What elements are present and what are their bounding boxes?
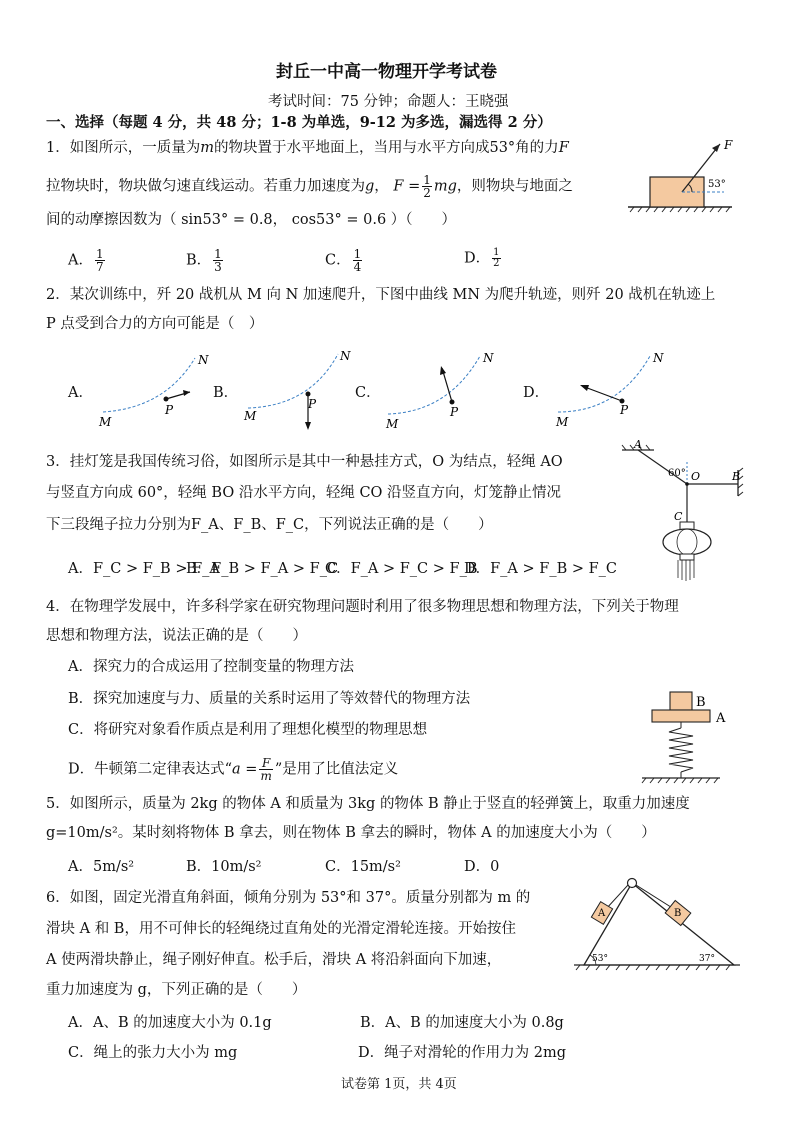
q2-figure-b (240, 348, 360, 434)
q2-figure-c (382, 350, 502, 430)
svg-text:N: N (340, 349, 351, 363)
q1-line2: 拉物块时，物块做匀速直线运动。若重力加速度为g， F = $\frac{1}{2}$ mg，则物块与地面之 (46, 173, 573, 200)
q3-option-d[interactable]: D．F_A > F_B > F_C (464, 561, 618, 577)
q2-option-d[interactable]: D． (523, 385, 550, 401)
svg-text:N: N (653, 351, 664, 365)
q3-lantern (663, 529, 711, 555)
q5-option-c[interactable]: C．15m/s² (325, 859, 401, 875)
q6-line4: 重力加速度为 g，下列正确的是（ ） (46, 982, 307, 998)
q2-figure-a (95, 350, 215, 430)
exam-info: 考试时间：75 分钟；命题人：王晓强 (268, 94, 509, 110)
q3-option-c[interactable]: C．F_A > F_C > F_B (325, 561, 478, 577)
q1-option-c[interactable]: C． $\frac{1}{4}$ (325, 247, 362, 274)
q3-line2: 与竖直方向成 60°，轻绳 BO 沿水平方向，轻绳 CO 沿竖直方向，灯笼静止情况 (46, 485, 562, 501)
svg-text:N: N (483, 351, 494, 365)
q1-line3: 间的动摩擦因数为（ sin53° = 0.8， cos53° = 0.6 ）（ ） (46, 212, 457, 228)
q4-block-b (670, 692, 692, 710)
q6-option-c[interactable]: C．绳上的张力大小为 mg (68, 1045, 238, 1061)
svg-text:B: B (732, 470, 741, 483)
q4-option-c[interactable]: C．将研究对象看作质点是利用了理想化模型的物理思想 (68, 722, 428, 738)
svg-text:M: M (99, 415, 112, 429)
q2-figure-d (552, 350, 672, 430)
svg-text:N: N (198, 353, 209, 367)
q3-line3: 下三段绳子拉力分别为F_A、F_B、F_C，下列说法正确的是（ ） (46, 517, 493, 533)
q4-option-d[interactable]: D．牛顿第二定律表达式“a = $\frac{F}{m}$ ”是用了比值法定义 (68, 756, 399, 783)
svg-text:A: A (716, 711, 726, 726)
q6-line1: 6．如图，固定光滑直角斜面，倾角分别为 53°和 37°。质量分别都为 m 的 (46, 890, 531, 906)
q6-option-d[interactable]: D．绳子对滑轮的作用力为 2mg (358, 1045, 566, 1061)
svg-text:53°: 53° (592, 954, 608, 964)
q4-option-b[interactable]: B．探究加速度与力、质量的关系时运用了等效替代的物理方法 (68, 691, 471, 707)
page-title: 封丘一中高一物理开学考试卷 (276, 62, 497, 82)
q4-line1: 4．在物理学发展中，许多科学家在研究物理问题时利用了很多物理思想和物理方法，下列关于物理 (46, 599, 679, 615)
q4-line2: 思想和物理方法，说法正确的是（ ） (46, 628, 307, 644)
q5-line1: 5．如图所示，质量为 2kg 的物体 A 和质量为 3kg 的物体 B 静止于竖直的轻弹簧上，取重力加速度 (46, 796, 690, 812)
svg-text:B: B (696, 695, 706, 710)
q5-option-d[interactable]: D．0 (464, 859, 500, 875)
svg-text:P: P (165, 403, 174, 417)
svg-text:A: A (634, 438, 642, 451)
q2-option-a[interactable]: A． (68, 385, 93, 401)
q6-incline-figure (570, 875, 745, 975)
page-footer: 试卷第 1页，共 4页 (341, 1077, 457, 1092)
q5-option-a[interactable]: A．5m/s² (68, 859, 135, 875)
svg-text:M: M (556, 415, 569, 429)
q1-option-a[interactable]: A． $\frac{1}{7}$ (68, 247, 104, 274)
svg-text:60°: 60° (668, 468, 686, 479)
q3-option-a[interactable]: A．F_C > F_B > F_A (68, 561, 220, 577)
svg-text:P: P (308, 397, 317, 411)
svg-text:P: P (620, 403, 629, 417)
q1-line1: 1．如图所示，一质量为m的物块置于水平地面上，当用与水平方向成53°角的力F (46, 140, 569, 156)
section-heading: 一、选择（每题 4 分，共 48 分；1-8 为单选，9-12 为多选，漏选得 2 分） (46, 114, 552, 131)
q6-line3: A 使两滑块静止，绳子刚好伸直。松手后，滑块 A 将沿斜面向下加速， (46, 952, 502, 968)
svg-text:B: B (674, 908, 682, 919)
q2-option-c[interactable]: C． (355, 385, 381, 401)
svg-text:37°: 37° (699, 954, 715, 964)
q5-line2: g=10m/s²。某时刻将物体 B 拿去，则在物体 B 拿去的瞬时，物体 A 的加速度大小为（ ） (46, 825, 656, 841)
svg-text:A: A (598, 908, 606, 919)
q4-block-a (652, 710, 710, 722)
q3-line1: 3．挂灯笼是我国传统习俗，如图所示是其中一种悬挂方式，O 为结点，轻绳 AO (46, 454, 563, 470)
q2-option-b[interactable]: B． (213, 385, 239, 401)
q6-option-b[interactable]: B．A、B 的加速度大小为 0.8g (360, 1015, 564, 1031)
q6-pulley (628, 879, 637, 888)
q3-option-b[interactable]: B．F_B > F_A > F_C (186, 561, 339, 577)
q1-block-figure (620, 135, 740, 215)
q1-option-b[interactable]: B． $\frac{1}{3}$ (186, 247, 222, 274)
q6-line2: 滑块 A 和 B，用不可伸长的轻绳绕过直角处的光滑定滑轮连接。开始按住 (46, 921, 516, 937)
svg-text:C: C (674, 510, 683, 523)
q5-option-b[interactable]: B．10m/s² (186, 859, 262, 875)
q3-lantern-figure (612, 440, 752, 590)
q4-spring-figure (638, 688, 748, 788)
svg-text:P: P (450, 405, 459, 419)
q1-block (650, 177, 704, 207)
svg-text:M: M (244, 409, 257, 423)
svg-text:O: O (691, 470, 701, 483)
q1-option-d[interactable]: D． $\frac{1}{2}$ (464, 247, 500, 269)
q2-line1: 2．某次训练中，歼 20 战机从 M 向 N 加速爬升，下图中曲线 MN 为爬升轨迹，则歼 20 战机在轨迹上 (46, 287, 716, 303)
q4-option-a[interactable]: A．探究力的合成运用了控制变量的物理方法 (68, 659, 354, 675)
q6-option-a[interactable]: A．A、B 的加速度大小为 0.1g (68, 1015, 272, 1031)
q1-force-label: F (724, 138, 733, 152)
q1-angle-label: 53° (708, 179, 726, 190)
q2-line2: P 点受到合力的方向可能是（ ） (46, 316, 264, 332)
svg-text:M: M (386, 417, 399, 431)
